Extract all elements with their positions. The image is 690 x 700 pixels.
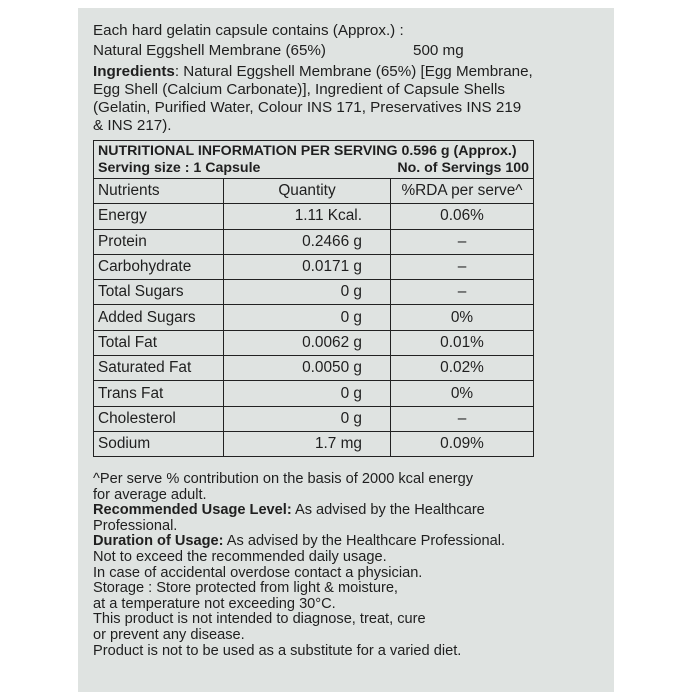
table-row xyxy=(94,280,533,305)
usage-level-line-2: Professional. xyxy=(93,517,178,534)
table-row xyxy=(94,381,533,406)
table-row xyxy=(94,229,533,254)
usage-level-text: As advised by the Healthcare xyxy=(291,502,485,519)
number-of-servings: No. of Servings 100 xyxy=(397,160,529,176)
capsule-ingredient-line xyxy=(93,42,593,60)
nutrient-rda: – xyxy=(391,280,534,305)
ingredient-name: Natural Eggshell Membrane (65%) xyxy=(93,42,326,59)
nutrient-quantity: 0.2466 g xyxy=(224,229,391,254)
nutrient-quantity: 0 g xyxy=(224,381,391,406)
ingredients-line-3: (Gelatin, Purified Water, Colour INS 171, Preservatives INS 219 xyxy=(93,99,522,116)
nutrient-name: Protein xyxy=(94,229,224,254)
capsule-contains-line: Each hard gelatin capsule contains (Approx.) : xyxy=(93,22,404,39)
usage-level-line xyxy=(93,503,593,519)
nutrient-rda: – xyxy=(391,229,534,254)
nutrient-rda: 0.01% xyxy=(391,330,534,355)
nutrient-quantity: 0.0050 g xyxy=(224,356,391,381)
ingredient-quantity: 500 mg xyxy=(413,42,464,59)
storage-line-1: Storage : Store protected from light & moisture, xyxy=(93,580,398,597)
nutrient-quantity: 0 g xyxy=(224,305,391,330)
nutrition-header xyxy=(94,141,533,179)
nutrient-rda: – xyxy=(391,254,534,279)
nutrient-rda: 0.02% xyxy=(391,356,534,381)
column-header-rda: %RDA per serve^ xyxy=(391,179,534,204)
nutrient-rda: 0.06% xyxy=(391,204,534,229)
table-row xyxy=(94,204,533,229)
nutrient-name: Added Sugars xyxy=(94,305,224,330)
disclaimer-line-1: This product is not intended to diagnose, treat, cure xyxy=(93,611,426,628)
duration-label: Duration of Usage: xyxy=(93,533,224,550)
nutrient-name: Cholesterol xyxy=(94,406,224,431)
rda-note-1: ^Per serve % contribution on the basis of 2000 kcal energy xyxy=(93,471,474,487)
nutrient-quantity: 0 g xyxy=(224,406,391,431)
column-header-nutrients: Nutrients xyxy=(94,179,224,204)
storage-line-2: at a temperature not exceeding 30°C. xyxy=(93,595,336,612)
rda-note-2: for average adult. xyxy=(93,486,207,503)
warning-exceed: Not to exceed the recommended daily usage. xyxy=(93,548,387,565)
nutrient-name: Trans Fat xyxy=(94,381,224,406)
nutrient-name: Energy xyxy=(94,204,224,229)
duration-line xyxy=(93,534,593,550)
nutrient-quantity: 1.11 Kcal. xyxy=(224,204,391,229)
serving-size: Serving size : 1 Capsule xyxy=(98,160,261,176)
nutrient-quantity: 0 g xyxy=(224,280,391,305)
nutrient-rda: 0% xyxy=(391,381,534,406)
footer-notes xyxy=(93,472,593,659)
nutrient-rda: 0% xyxy=(391,305,534,330)
column-header-quantity: Quantity xyxy=(224,179,391,204)
disclaimer-line-3: Product is not to be used as a substitute for a varied diet. xyxy=(93,642,462,659)
warning-overdose: In case of accidental overdose contact a physician. xyxy=(93,564,423,581)
ingredients-line-2: Egg Shell (Calcium Carbonate)], Ingredient of Capsule Shells xyxy=(93,81,505,98)
nutrient-rda: – xyxy=(391,406,534,431)
nutrient-quantity: 1.7 mg xyxy=(224,431,391,456)
nutrient-name: Saturated Fat xyxy=(94,356,224,381)
table-row xyxy=(94,431,533,456)
nutrition-table xyxy=(93,140,534,457)
table-row xyxy=(94,356,533,381)
disclaimer-line-2: or prevent any disease. xyxy=(93,626,245,643)
nutrition-grid xyxy=(94,179,533,456)
nutrient-name: Total Fat xyxy=(94,330,224,355)
ingredients-text-1: : Natural Eggshell Membrane (65%) [Egg Membrane, xyxy=(174,63,533,80)
table-row xyxy=(94,305,533,330)
usage-level-label: Recommended Usage Level: xyxy=(93,502,292,519)
ingredients-label: Ingredients xyxy=(93,63,175,80)
table-row xyxy=(94,330,533,355)
table-row xyxy=(94,406,533,431)
nutrient-rda: 0.09% xyxy=(391,431,534,456)
label-panel xyxy=(78,8,614,692)
duration-text: As advised by the Healthcare Professional. xyxy=(223,533,506,550)
table-header-row xyxy=(94,179,533,204)
nutrient-name: Carbohydrate xyxy=(94,254,224,279)
table-row xyxy=(94,254,533,279)
nutrient-quantity: 0.0171 g xyxy=(224,254,391,279)
ingredients-line-1 xyxy=(93,63,533,81)
nutrient-name: Sodium xyxy=(94,431,224,456)
ingredients-line-4: & INS 217). xyxy=(93,117,172,134)
nutrient-quantity: 0.0062 g xyxy=(224,330,391,355)
nutrition-title: NUTRITIONAL INFORMATION PER SERVING 0.596 g (Approx.) xyxy=(98,143,517,159)
nutrient-name: Total Sugars xyxy=(94,280,224,305)
